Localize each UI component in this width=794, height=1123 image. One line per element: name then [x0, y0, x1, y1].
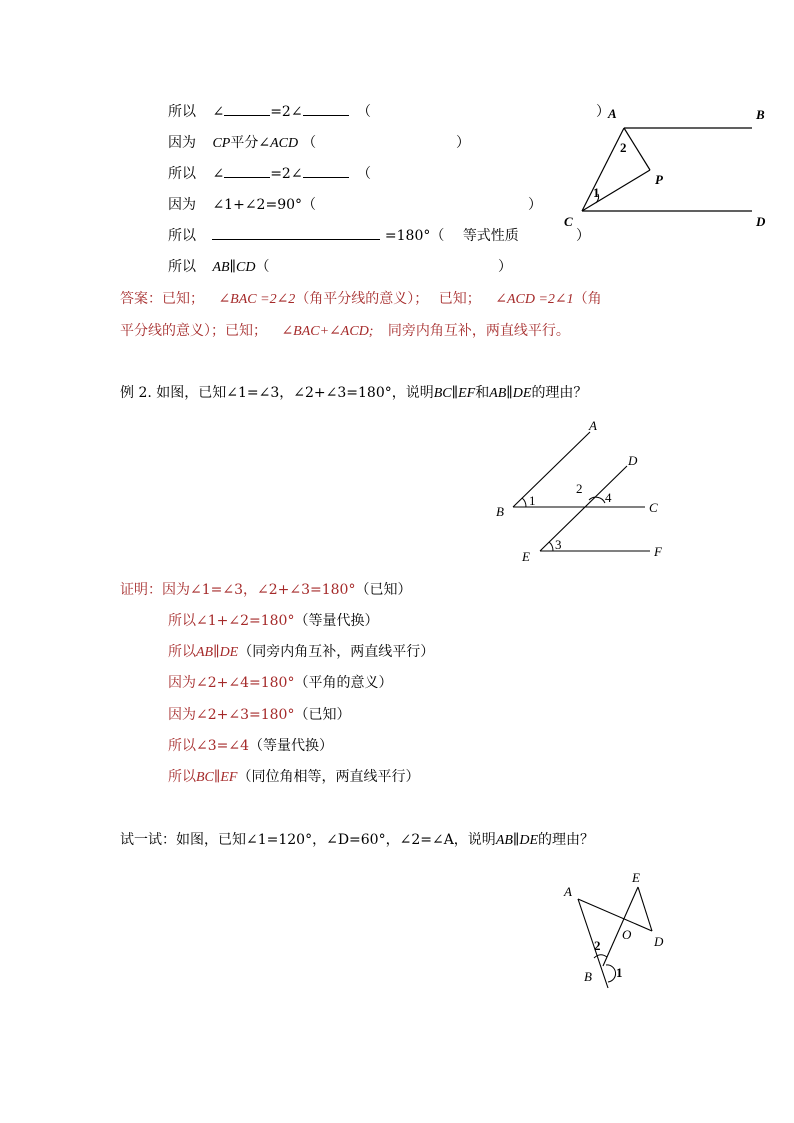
- proof-label: 证明：: [120, 582, 162, 598]
- label-p: P: [655, 172, 663, 187]
- expression: ∠1+∠2=90°: [212, 197, 303, 213]
- expression: BC∥EF: [196, 770, 238, 785]
- text: 试一试：如图，已知∠1=120°，∠D=60°，∠2=∠A，说明: [120, 832, 496, 848]
- label-a: A: [589, 418, 597, 433]
- word: 所以: [168, 166, 196, 182]
- close-paren: ）: [456, 135, 470, 151]
- word: 所以: [168, 104, 196, 120]
- line-eb: [603, 887, 638, 966]
- equation: =2∠: [270, 166, 303, 182]
- expression: AB∥DE: [489, 386, 532, 401]
- text: 平分: [230, 135, 259, 151]
- open-paren: （: [357, 104, 372, 120]
- line-ed: [638, 887, 652, 931]
- open-paren: （: [255, 259, 270, 275]
- equation: =2∠: [270, 104, 303, 120]
- label-angle-1: 1: [593, 185, 600, 200]
- label-a: A: [564, 884, 572, 899]
- reason: 等式性质: [462, 228, 519, 244]
- statement: 所以∠1+∠2=180°: [168, 613, 295, 629]
- expression: AB∥DE: [196, 645, 239, 660]
- answer-label: 答案：: [120, 291, 162, 307]
- word: 所以: [168, 228, 196, 244]
- close-paren: ）: [528, 197, 542, 213]
- label-d: D: [756, 214, 766, 229]
- label-angle-4: 4: [605, 490, 612, 505]
- label-angle-3: 3: [555, 537, 562, 552]
- open-paren: （: [302, 197, 317, 213]
- equation: =180°: [384, 228, 431, 244]
- text: 的理由？: [538, 832, 595, 848]
- open-paren: （: [357, 166, 372, 182]
- text: （角: [573, 291, 602, 307]
- label-o: O: [622, 927, 632, 942]
- reason: （已知）: [355, 582, 412, 598]
- conclusion: AB∥CD: [212, 260, 256, 275]
- statement: 因为∠2+∠4=180°: [168, 675, 295, 691]
- text: 和: [475, 385, 490, 401]
- label-angle-2: 2: [620, 140, 627, 155]
- angle-symbol: ∠: [212, 166, 225, 182]
- reason: （平角的意义）: [294, 675, 393, 691]
- expression: ∠BAC+∠ACD;: [281, 324, 374, 339]
- angle-symbol: ∠: [212, 104, 225, 120]
- close-paren: ）: [596, 104, 610, 120]
- angle-arc-2: [594, 955, 607, 958]
- expression: AB∥DE: [495, 833, 539, 848]
- close-paren: ）: [576, 228, 590, 244]
- text: 的理由？: [531, 385, 588, 401]
- label-angle-1: 1: [529, 493, 536, 508]
- label-angle-1: 1: [616, 965, 623, 980]
- label-angle-2: 2: [594, 938, 601, 953]
- expression: BC∥EF: [433, 386, 476, 401]
- text: 同旁内角互补，两直线平行。: [387, 323, 570, 339]
- statement: 因为∠1=∠3，∠2+∠3=180°: [162, 582, 356, 598]
- open-paren: （: [430, 228, 445, 244]
- label-angle-2: 2: [576, 481, 583, 496]
- reason: （等量代换）: [294, 613, 379, 629]
- text: （角平分线的意义）；: [295, 291, 429, 307]
- word: 因为: [168, 135, 196, 151]
- text: 例 2. 如图，已知∠1=∠3，∠2+∠3=180°，说明: [120, 385, 434, 401]
- label-b: B: [496, 504, 504, 519]
- statement: 因为∠2+∠3=180°: [168, 707, 295, 723]
- label-c: C: [564, 214, 573, 229]
- line-ad: [578, 899, 652, 931]
- reason: （同位角相等，两直线平行）: [237, 769, 420, 785]
- close-paren: ）: [498, 259, 512, 275]
- text: 平分线的意义）；已知；: [120, 323, 267, 339]
- label-f: F: [654, 544, 662, 559]
- label-b: B: [756, 107, 765, 122]
- label-e: E: [522, 549, 530, 564]
- angle-arc-1: [606, 965, 616, 982]
- line-ab: [578, 899, 608, 988]
- label-e: E: [632, 870, 640, 885]
- reason: （等量代换）: [249, 738, 334, 754]
- label-b: B: [584, 969, 592, 984]
- expression: ∠BAC =2∠2: [218, 292, 296, 307]
- angle-acd: ∠ACD: [258, 136, 299, 151]
- statement: 所以: [168, 644, 196, 660]
- text: 已知；: [162, 291, 204, 307]
- label-c: C: [649, 500, 658, 515]
- label-d: D: [654, 934, 664, 949]
- statement: 所以: [168, 769, 196, 785]
- word: 所以: [168, 259, 196, 275]
- statement: 所以∠3=∠4: [168, 738, 250, 754]
- reason: （已知）: [294, 707, 351, 723]
- expression: ∠ACD =2∠1: [495, 292, 574, 307]
- word: 因为: [168, 197, 196, 213]
- open-paren: （: [302, 135, 317, 151]
- reason: （同旁内角互补，两直线平行）: [238, 644, 435, 660]
- segment-cp: CP: [212, 136, 231, 151]
- label-a: A: [608, 106, 617, 121]
- text: 已知；: [438, 291, 481, 307]
- label-d: D: [628, 453, 638, 468]
